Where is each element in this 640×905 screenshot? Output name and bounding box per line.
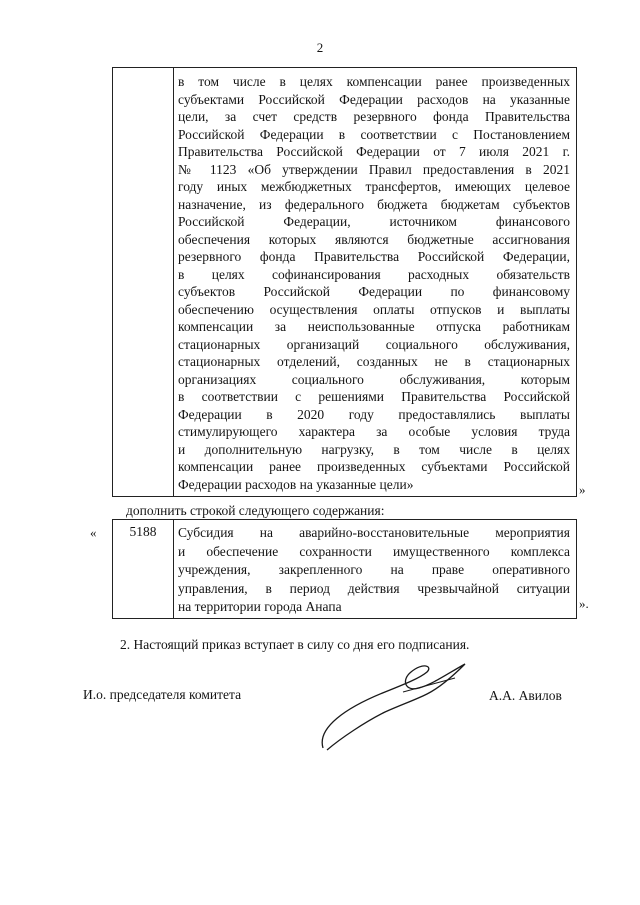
row-description [178,73,570,493]
column-divider [173,68,174,496]
signer-title: И.о. председателя комитета [83,687,242,702]
text-line: управления, в период действия чрезвычайной ситуации [178,580,570,596]
text-line: стимулирующего характера за особые условия труда [178,424,570,439]
signer-name: А.А. Авилов [489,688,562,703]
text-line: в том числе в целях компенсации ранее произведенных [178,74,570,89]
text-line: учреждения, закрепленного на праве оперативного [178,562,570,577]
row-description [178,524,570,617]
text-line: Федерации расходов на указанные цели» [178,476,414,492]
text-line: стационарных организаций социального обслуживания, [178,336,570,352]
text-line: и дополнительную нагрузку, в том числе в целях [178,441,570,457]
handwritten-signature [315,648,485,758]
table-row-new [112,519,577,619]
point-2: 2. Настоящий приказ вступает в силу со дня его подписания. [120,637,470,652]
text-line: обеспечения которых являются бюджетные ассигнования [178,231,570,247]
opening-quote: « [90,525,97,540]
text-line: Правительства Российской Федерации от 7 июля 2021 г. [178,144,570,159]
text-line: обеспечению осуществления оплаты отпусков и выплаты [178,301,570,317]
text-line: Российской Федерации в соответствии с Постановлением [178,126,570,142]
text-line: цели, за счет средств резервного фонда Правительства [178,109,570,124]
text-line: и обеспечение сохранности имущественного комплекса [178,543,570,559]
text-line: компенсации за неиспользованные отпуска работникам [178,319,570,334]
text-line: резервного фонда Правительства Российской Федерации, [178,249,570,264]
add-row-instruction: дополнить строкой следующего содержания: [126,503,385,518]
row-code: 5188 [129,524,157,539]
text-line: Российской Федерации, источником финансового [178,214,570,229]
text-line: субъектов Российской Федерации по финансовому [178,284,570,299]
table-row-continued [112,67,577,497]
text-line: № 1123 «Об утверждении Правил предоставления в 2021 [178,161,570,177]
text-line: стационарных отделений, созданных не в стационарных [178,354,570,369]
column-divider [173,520,174,618]
closing-quote: » [579,482,586,497]
text-line: году иных межбюджетных трансфертов, имеющих целевое [178,179,570,194]
text-line: компенсации ранее произведенных субъектами Российской [178,459,570,474]
text-line: в соответствии с решениями Правительства Российской [178,389,570,404]
text-line: на территории города Анапа [178,599,342,614]
text-line: организациях социального обслуживания, которым [178,371,570,387]
closing-quote: ». [579,596,589,611]
text-line: в целях софинансирования расходных обязательств [178,266,570,282]
text-line: субъектами Российской Федерации расходов на указанные [178,91,570,107]
text-line: назначение, из федерального бюджета бюджетам субъектов [178,196,570,212]
page-number: 2 [316,40,324,55]
text-line: Субсидия на аварийно-восстановительные мероприятия [178,525,570,540]
text-line: Федерации в 2020 году предоставлялись выплаты [178,406,570,422]
